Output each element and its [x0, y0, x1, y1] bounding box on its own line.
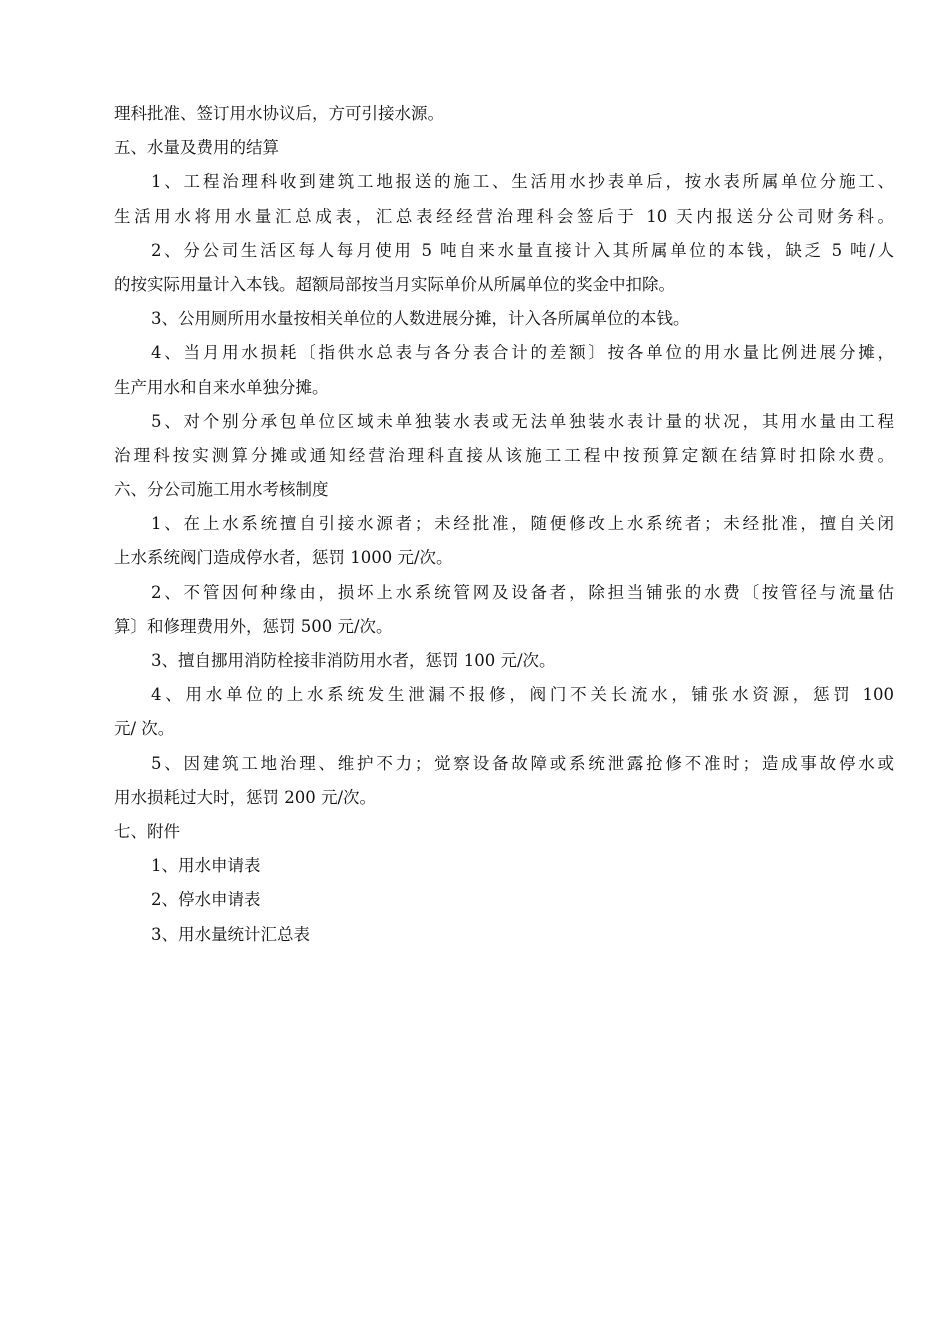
text-line: 2、停水申请表	[151, 890, 261, 910]
text-line: 元/ 次。	[114, 719, 175, 739]
text-line: 1、用水申请表	[151, 856, 261, 876]
text-line: 3、擅自挪用消防栓接非消防用水者，惩罚 100 元/次。	[151, 651, 556, 670]
text-line: 的按实际用量计入本钱。超额局部按当月实际单价从所属单位的奖金中扣除。	[114, 274, 675, 294]
document-body	[114, 97, 894, 952]
text-line: 5、因建筑工地治理、维护不力；觉察设备故障或系统泄露抢修不准时；造成事故停水或	[151, 753, 894, 773]
text-line: 3、公用厕所用水量按相关单位的人数进展分摊，计入各所属单位的本钱。	[151, 309, 690, 329]
text-line: 4、当月用水损耗〔指供水总表与各分表合计的差额〕按各单位的用水量比例进展分摊，	[151, 343, 894, 363]
text-line: 2、分公司生活区每人每月使用 5 吨自来水量直接计入其所属单位的本钱，缺乏 5 吨/人	[151, 240, 894, 260]
text-line: 治理科按实测算分摊或通知经营治理科直接从该施工工程中按预算定额在结算时扣除水费。	[114, 445, 894, 465]
text-line: 3、用水量统计汇总表	[151, 924, 310, 944]
text-line: 4、用水单位的上水系统发生泄漏不报修，阀门不关长流水，铺张水资源，惩罚 100	[151, 685, 894, 705]
section-heading: 七、附件	[114, 821, 180, 841]
text-line: 生产用水和自来水单独分摊。	[114, 377, 329, 397]
text-line: 用水损耗过大时，惩罚 200 元/次。	[114, 787, 377, 807]
text-line: 算〕和修理费用外，惩罚 500 元/次。	[114, 616, 393, 636]
text-line: 5、对个别分承包单位区域未单独装水表或无法单独装水表计量的状况，其用水量由工程	[151, 411, 894, 431]
section-heading: 六、分公司施工用水考核制度	[114, 480, 329, 500]
text-line: 上水系统阀门造成停水者，惩罚 1000 元/次。	[114, 548, 453, 568]
text-line: 1、在上水系统擅自引接水源者；未经批准，随便修改上水系统者；未经批准，擅自关闭	[151, 514, 894, 534]
section-heading: 五、水量及费用的结算	[114, 138, 279, 158]
text-line: 2、不管因何种缘由，损坏上水系统管网及设备者，除担当铺张的水费〔按管径与流量估	[151, 582, 894, 602]
text-line: 1、工程治理科收到建筑工地报送的施工、生活用水抄表单后，按水表所属单位分施工、	[151, 172, 894, 192]
text-line: 生活用水将用水量汇总成表，汇总表经经营治理科会签后于 10 天内报送分公司财务科。	[114, 206, 894, 226]
text-line: 理科批准、签订用水协议后，方可引接水源。	[114, 104, 444, 123]
